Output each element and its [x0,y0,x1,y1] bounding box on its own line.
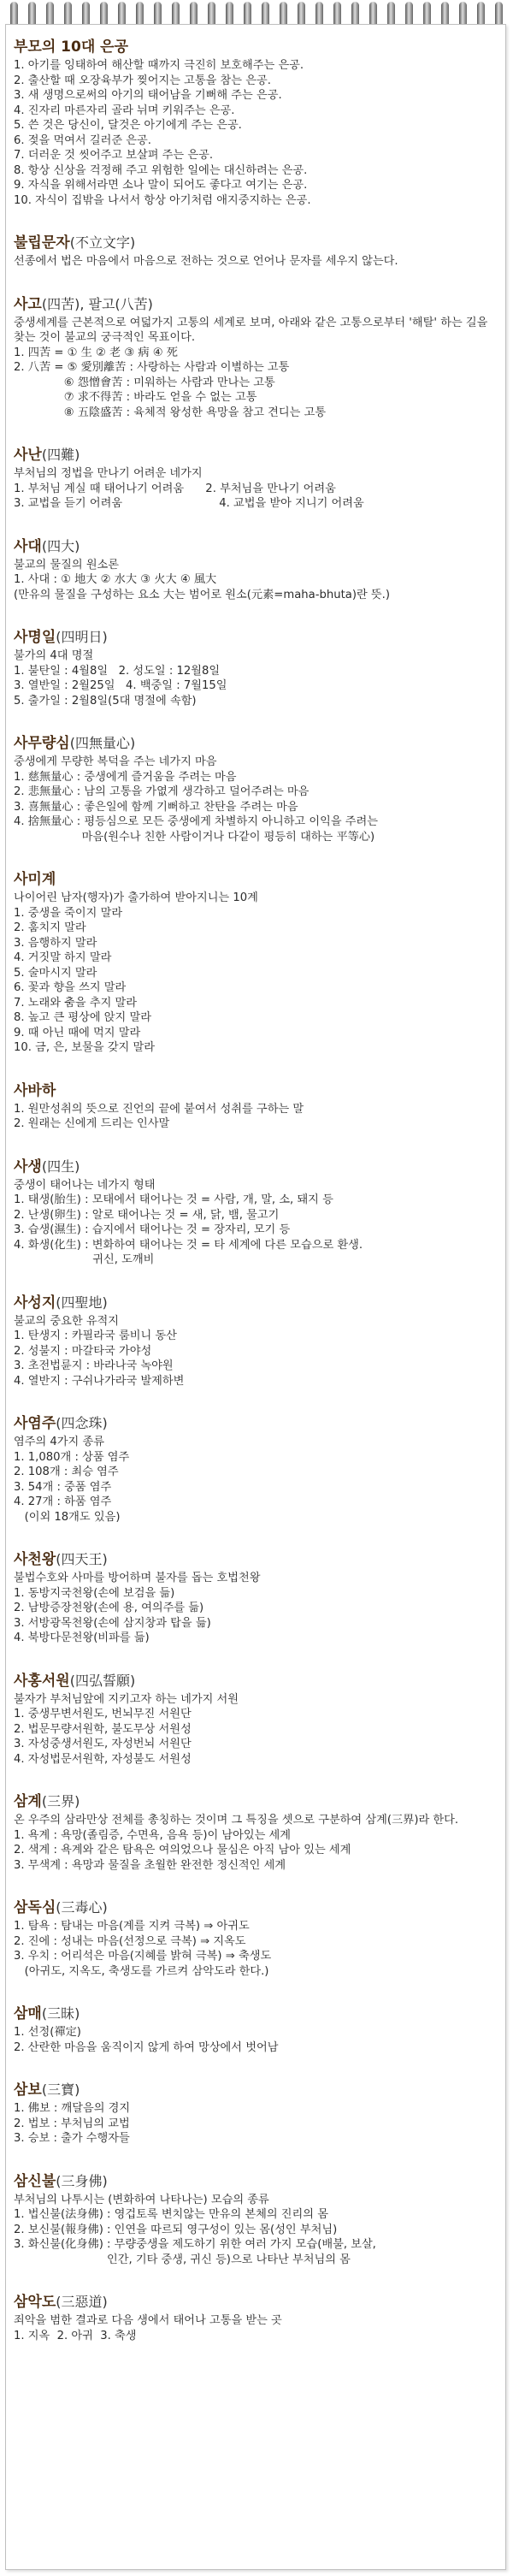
entry-line: 마음(원수나 친한 사람이거나 다같이 평등히 대하는 平等心) [14,830,375,844]
entry-line: 5. 출가일 : 2월8일(5대 명절에 속함) [14,694,197,708]
entry-line: 불법수호와 사마를 방어하며 불자를 돕는 호법천왕 [14,1572,261,1584]
entry-hanja: (四大) [41,537,80,554]
entry-line: 부처님의 정법을 만나기 어려운 네가지 [14,467,203,480]
entry-line: 9. 때 아닌 때에 먹지 말라 [14,1026,141,1039]
entry-line: 죄악을 범한 결과로 다음 생에서 태어나 고통을 받는 곳 [14,2314,282,2327]
entry-title [14,2293,492,2312]
entry-line: 1. 동방지국천왕(손에 보검을 듦) [14,1586,175,1600]
entry-line: 3. 喜無量心 : 좋은일에 함께 기뻐하고 찬탄을 주려는 마음 [14,800,298,814]
entry-term: 사고 [14,295,42,313]
entry-line: 1. 1,080개 : 상품 염주 [14,1450,130,1464]
entry-line: 불자가 부처님앞에 지키고자 하는 네가지 서원 [14,1692,239,1706]
entry-line: 선종에서 법은 마음에서 마음으로 전하는 것으로 언어나 문자를 세우지 않는다. [14,255,398,268]
entry-line: 나이어린 남자(행자)가 출가하여 받아지니는 10계 [14,891,258,904]
entry-title [14,537,492,556]
entry-hanja: (三界) [41,1793,80,1809]
entry-line: 염주의 4가지 종류 [14,1436,104,1448]
entry-line: 4. 열반지 : 구쉬나가라국 발제하변 [14,1374,185,1388]
entry-line: 6. 꽃과 향을 쓰지 말라 [14,981,127,994]
entry-line: 3. 승보 : 출가 수행자들 [14,2132,130,2145]
entry-term: 사홍서원 [14,1672,70,1690]
entry-line: 불가의 4대 명절 [14,649,94,662]
entry-line: 1. 탄생지 : 카필라국 룸비니 동산 [14,1329,177,1342]
entry-title [14,2081,492,2099]
entry-line: 1. 법신불(法身佛) : 영겁토록 변치않는 만유의 본체의 진리의 몸 [14,2208,328,2221]
entry-term: 삼매 [14,2005,42,2022]
entry-line: 3. 무색계 : 욕망과 물질을 초월한 완전한 정신적인 세계 [14,1858,286,1872]
glossary-entry-sahongseowon [14,1672,492,1768]
entry-title [14,1294,492,1312]
entry-title [14,1550,492,1569]
entry-line: 불교의 물질의 원소론 [14,558,120,571]
entry-line: 3. 초전법륜지 : 바라나국 녹야원 [14,1359,174,1372]
entry-term: 사명일 [14,629,56,646]
entry-term: 사천왕 [14,1551,56,1568]
entry-line: 2. 산란한 마음을 움직이지 않게 하여 망상에서 벗어남 [14,2040,279,2054]
entry-line: 1. 중생무변서원도, 번뇌무진 서원단 [14,1708,192,1720]
glossary-entry-bullip [14,234,492,269]
entry-line: 2. 성불지 : 마갈타국 가야성 [14,1344,152,1358]
entry-line: 4. 북방다문천왕(비파를 듦) [14,1631,150,1644]
entry-term: 사대 [14,537,42,555]
entry-line: 2. 남방증장천왕(손에 용, 여의주를 듦) [14,1602,204,1614]
entry-title [14,1898,492,1917]
entry-line: ⑦ 求不得苦 : 바라도 얻을 수 없는 고통 [14,391,257,404]
entry-line: ⑧ 五陰盛苦 : 육체적 왕성한 욕망을 참고 견디는 고통 [14,406,327,419]
entry-line: 2. 법보 : 부처님의 교법 [14,2117,130,2130]
entry-hanja: (四聖地) [56,1294,108,1311]
entry-line: 6. 젖을 먹여서 길러준 은공. [14,133,151,147]
entry-title [14,1792,492,1811]
entry-title [14,38,492,56]
entry-line: 2. 八苦 = ⑤ 愛別離苦 : 사랑하는 사람과 이별하는 고통 [14,361,290,374]
glossary-entry-saseng [14,1158,492,1268]
entry-title [14,734,492,753]
glossary-entry-samakdo [14,2293,492,2343]
entry-line: 3. 교법을 듣기 어려움 4. 교법을 받아 지니기 어려움 [14,497,364,510]
entry-line: 1. 지옥 2. 아귀 3. 축생 [14,2329,137,2342]
entry-line: 2. 悲無量心 : 남의 고통을 가엾게 생각하고 덜어주려는 마음 [14,785,310,798]
entry-line: 2. 출산할 때 오장육부가 찢어지는 고통을 참는 은공. [14,74,271,87]
entry-line: 4. 화생(化生) : 변화하여 태어나는 것 = 타 세계에 다른 모습으로 환생. [14,1238,363,1252]
entry-hanja: (四弘誓願) [69,1672,136,1689]
entry-line: 3. 습생(濕生) : 습지에서 태어나는 것 = 장자리, 모기 등 [14,1223,291,1236]
entry-line: 중생세계를 근본적으로 여덟가지 고통의 세계로 보며, 아래와 같은 고통으로부터 '해탈' 하는 길을 찾는 것이 불교의 궁극적인 목표이다. [14,316,492,344]
glossary-entry-sayeomju [14,1414,492,1525]
entry-term: 불립문자 [14,234,70,252]
entry-term: 삼계 [14,1793,42,1810]
entry-line: 2. 원래는 신에게 드리는 인사말 [14,1117,170,1130]
entry-title [14,628,492,647]
entry-title [14,2005,492,2023]
entry-hanja: (三昧) [41,2005,80,2022]
glossary-entry-samigye [14,870,492,1056]
entry-hanja: (四天王) [56,1551,108,1567]
entry-hanja: (四無量心) [69,735,136,751]
entry-term: 사생 [14,1158,42,1175]
glossary-entry-sabaha [14,1081,492,1132]
entry-title [14,234,492,252]
entry-term: 사성지 [14,1294,56,1312]
entry-term: 삼보 [14,2082,42,2099]
entry-hanja: (四生) [41,1158,80,1175]
entry-hanja: (三惡道) [56,2294,108,2310]
entry-line: 1. 원만성취의 뜻으로 진언의 끝에 붙여서 성취를 구하는 말 [14,1102,304,1116]
glossary-entry-sammae [14,2005,492,2055]
entry-title [14,2172,492,2191]
entry-line: 1. 부처님 계실 때 태어나기 어려움 2. 부처님을 만나기 어려움 [14,482,336,495]
entry-line: 인간, 기타 중생, 귀신 등)으로 나타난 부처님의 몸 [14,2253,351,2266]
entry-hanja: (三身佛) [56,2172,108,2189]
entry-line: 불교의 중요한 유적지 [14,1314,120,1328]
entry-title [14,870,492,889]
entry-title [14,1158,492,1176]
entry-line: (이외 18개도 있음) [14,1510,121,1524]
entry-line: 4. 자성법문서원학, 자성불도 서원성 [14,1752,192,1766]
entry-term: 사난 [14,447,42,464]
entry-line: 5. 쓴 것은 당신이, 달것은 아기에게 주는 은공. [14,119,242,132]
entry-title [14,295,492,314]
glossary-entry-sago [14,295,492,421]
entry-line: 3. 54개 : 중품 염주 [14,1480,112,1494]
entry-hanja: (四難) [41,447,80,463]
entry-line: 4. 捨無量心 : 평등심으로 모든 중생에게 차별하지 아니하고 이익을 주려는 [14,815,378,828]
entry-term: 삼독심 [14,1899,56,1916]
entry-hanja: (四明日) [56,629,108,645]
entry-term: 사바하 [14,1081,56,1099]
entry-term: 삼악도 [14,2294,56,2311]
glossary-entry-samuryang [14,734,492,844]
entry-line: 부처님의 나투시는 (변화하여 나타나는) 모습의 종류 [14,2193,269,2206]
entry-line: 2. 108개 : 최승 염주 [14,1466,119,1478]
entry-hanja: (不立文字) [69,234,136,251]
entry-line: 9. 자식을 위해서라면 소나 말이 되어도 좋다고 여기는 은공. [14,179,308,192]
entry-line: 7. 더러운 것 씻어주고 보살펴 주는 은공. [14,149,214,162]
entry-line: 10. 금, 은, 보물을 갖지 말라 [14,1041,155,1054]
glossary-entry-sadae [14,537,492,603]
entry-term: 사미계 [14,871,56,888]
glossary-entry-sanan [14,446,492,512]
entry-line: 1. 태생(胎生) : 모태에서 태어나는 것 = 사람, 개, 말, 소, 돼지 등 [14,1193,333,1206]
entry-line: 3. 화신불(化身佛) : 무량중생을 제도하기 위한 여러 가지 모습(배불, 보살, [14,2238,376,2251]
entry-line: 3. 우치 : 어리석은 마음(지혜를 밝혀 극복) ⇒ 축생도 [14,1950,272,1963]
entry-line: 1. 사대 : ① 地大 ② 水大 ③ 火大 ④ 風大 [14,573,217,586]
entry-hanja: (三毒心) [56,1899,108,1916]
entry-line: 5. 술마시지 말라 [14,966,97,980]
entry-line: 2. 법문무량서원학, 불도무상 서원성 [14,1722,192,1736]
entry-line: 1. 慈無量心 : 중생에게 즐거움을 주려는 마음 [14,770,237,784]
entry-line: 1. 중생을 죽이지 말라 [14,906,123,920]
entry-line: 1. 佛보 : 깨달음의 경지 [14,2102,131,2115]
glossary-entry-sacheonwang [14,1550,492,1646]
glossary-entry-samdoksim [14,1898,492,1979]
glossary-entry-samgye [14,1792,492,1873]
entry-term: 사무량심 [14,735,70,752]
entry-line: 3. 새 생명으로써의 아기의 태어남을 기뻐해 주는 은공. [14,89,282,102]
entry-line: 1. 四苦 = ① 生 ② 老 ③ 病 ④ 死 [14,346,178,359]
glossary-entry-samyeongil [14,628,492,708]
glossary-content [14,38,492,2369]
entry-line: 1. 아기를 잉태하여 해산할 때까지 극진히 보호해주는 은공. [14,59,304,72]
entry-line: 3. 서방광목천왕(손에 삼지창과 탑을 듦) [14,1616,211,1630]
glossary-entry-ten-graces [14,38,492,208]
entry-line: 중생이 태어나는 네가지 형태 [14,1178,156,1192]
entry-term: 부모의 10대 은공 [14,38,129,56]
entry-line: 7. 노래와 춤을 추지 말라 [14,996,138,1010]
entry-hanja: (四念珠) [56,1415,108,1431]
entry-hanja: (三寶) [41,2082,80,2098]
entry-line: 1. 욕계 : 욕망(졸림증, 수면욕, 음욕 등)이 남아있는 세계 [14,1828,292,1842]
entry-line: (만유의 물질을 구성하는 요소 大는 범어로 원소(元素=maha-bhuta)란 뜻.) [14,588,390,601]
entry-line: 4. 거짓말 하지 말라 [14,951,112,964]
entry-line: 3. 열반일 : 2월25일 4. 백중일 : 7월15일 [14,679,227,692]
entry-line: 2. 색계 : 욕계와 같은 탐욕은 여의었으나 물심은 아직 남아 있는 세계 [14,1844,351,1856]
entry-line: 8. 높고 큰 평상에 앉지 말라 [14,1011,151,1024]
entry-line: 1. 불탄일 : 4월8일 2. 성도일 : 12월8일 [14,664,221,678]
entry-line: 2. 난생(卵生) : 알로 태어나는 것 = 새, 닭, 뱀, 물고기 [14,1208,280,1222]
entry-line: 4. 진자리 마른자리 골라 뉘며 키워주는 은공. [14,104,235,117]
entry-line: 2. 진에 : 성내는 마음(선정으로 극복) ⇒ 지옥도 [14,1934,246,1948]
entry-line: 1. 선정(禪定) [14,2026,81,2039]
entry-line: ⑥ 怨憎會苦 : 미워하는 사람과 만나는 고통 [14,376,275,389]
entry-line: 1. 탐욕 : 탐내는 마음(계를 지켜 극복) ⇒ 아귀도 [14,1920,250,1933]
entry-title [14,1414,492,1433]
entry-line: 중생에게 무량한 복덕을 주는 네가지 마음 [14,755,217,768]
entry-title [14,1081,492,1100]
entry-line: 2. 보신불(報身佛) : 인연을 따르되 영구성이 있는 몸(성인 부처님) [14,2223,338,2236]
glossary-entry-sasungji [14,1294,492,1389]
entry-term: 사염주 [14,1415,56,1432]
entry-line: 8. 항상 신상을 걱정해 주고 위험한 일에는 대신하려는 은공. [14,163,308,177]
glossary-entry-sambo [14,2081,492,2147]
glossary-entry-samsinbul [14,2172,492,2268]
entry-line: (아귀도, 지옥도, 축생도를 가르켜 삼악도라 한다.) [14,1964,269,1978]
entry-title [14,1672,492,1691]
entry-hanja: (四苦), 팔고(八苦) [41,295,153,312]
entry-line: 10. 자식이 집밖을 나서서 항상 아기처럼 애지중지하는 은공. [14,193,311,207]
entry-line: 3. 음행하지 말라 [14,936,97,950]
entry-line: 4. 27개 : 하품 염주 [14,1495,112,1508]
entry-line: 온 우주의 삼라만상 전체를 총칭하는 것이며 그 특징을 셋으로 구분하여 삼계(三界)라 한다. [14,1814,459,1827]
entry-line: 2. 훔치지 말라 [14,921,86,934]
entry-line: 귀신, 도깨비 [14,1253,155,1266]
entry-term: 삼신불 [14,2172,56,2190]
entry-line: 3. 자성중생서원도, 자성번뇌 서원단 [14,1738,192,1750]
entry-title [14,446,492,465]
